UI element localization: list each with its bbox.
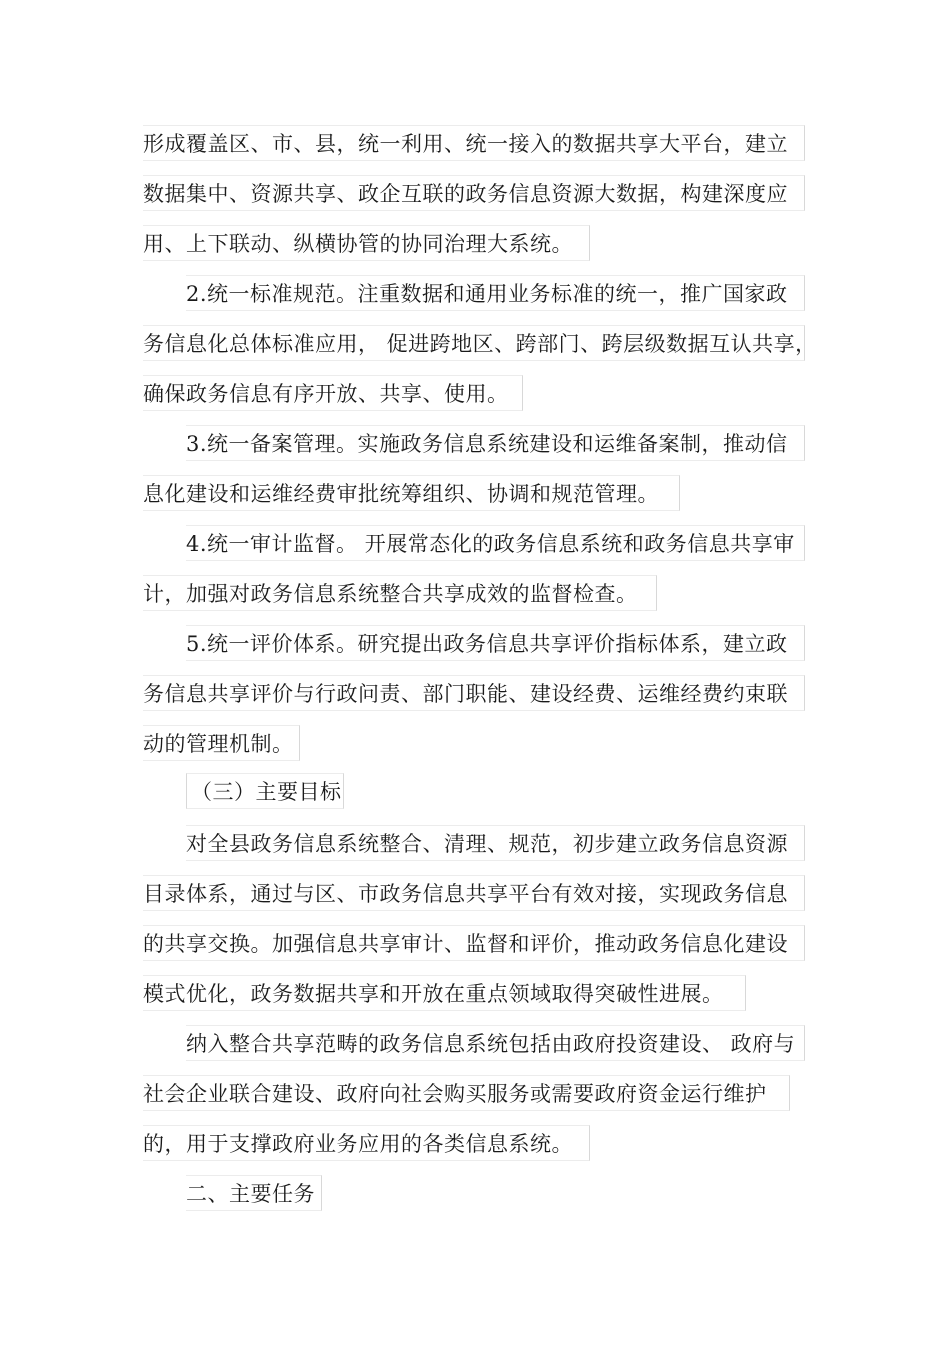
section-heading-tasks: 二、主要任务 — [186, 1175, 322, 1211]
body-text-line: 务信息化总体标准应用， 促进跨地区、跨部门、跨层级数据互认共享， — [143, 325, 805, 361]
body-text-line: 务信息共享评价与行政问责、部门职能、建设经费、运维经费约束联 — [143, 675, 805, 711]
list-item-filing: 3.统一备案管理。实施政务信息系统建设和运维备案制，推动信 — [186, 425, 805, 461]
body-text-line: 息化建设和运维经费审批统筹组织、协调和规范管理。 — [143, 475, 680, 511]
list-item-audit: 4.统一审计监督。 开展常态化的政务信息系统和政务信息共享审 — [186, 525, 805, 561]
list-item-standards: 2.统一标准规范。注重数据和通用业务标准的统一，推广国家政 — [186, 275, 805, 311]
body-text-line: 的，用于支撑政府业务应用的各类信息系统。 — [143, 1125, 590, 1161]
body-text-line: 目录体系，通过与区、市政务信息共享平台有效对接，实现政务信息 — [143, 875, 805, 911]
body-text-line: 确保政务信息有序开放、共享、使用。 — [143, 375, 523, 411]
body-text-line: 计，加强对政务信息系统整合共享成效的监督检查。 — [143, 575, 657, 611]
body-text-line: 用、上下联动、纵横协管的协同治理大系统。 — [143, 225, 590, 261]
body-text-line: 社会企业联合建设、政府向社会购买服务或需要政府资金运行维护 — [143, 1075, 790, 1111]
body-text-line: 的共享交换。加强信息共享审计、监督和评价，推动政务信息化建设 — [143, 925, 805, 961]
body-text-line: 对全县政务信息系统整合、清理、规范，初步建立政务信息资源 — [186, 825, 805, 861]
body-text-line: 纳入整合共享范畴的政务信息系统包括由政府投资建设、 政府与 — [186, 1025, 805, 1061]
body-text-line: 模式优化，政务数据共享和开放在重点领域取得突破性进展。 — [143, 975, 746, 1011]
list-item-evaluation: 5.统一评价体系。研究提出政务信息共享评价指标体系，建立政 — [186, 625, 805, 661]
body-text-line: 动的管理机制。 — [143, 725, 300, 761]
section-heading-goals: （三）主要目标 — [186, 773, 344, 809]
body-text-line: 数据集中、资源共享、政企互联的政务信息资源大数据，构建深度应 — [143, 175, 805, 211]
body-text-line: 形成覆盖区、市、县，统一利用、统一接入的数据共享大平台，建立 — [143, 125, 805, 161]
